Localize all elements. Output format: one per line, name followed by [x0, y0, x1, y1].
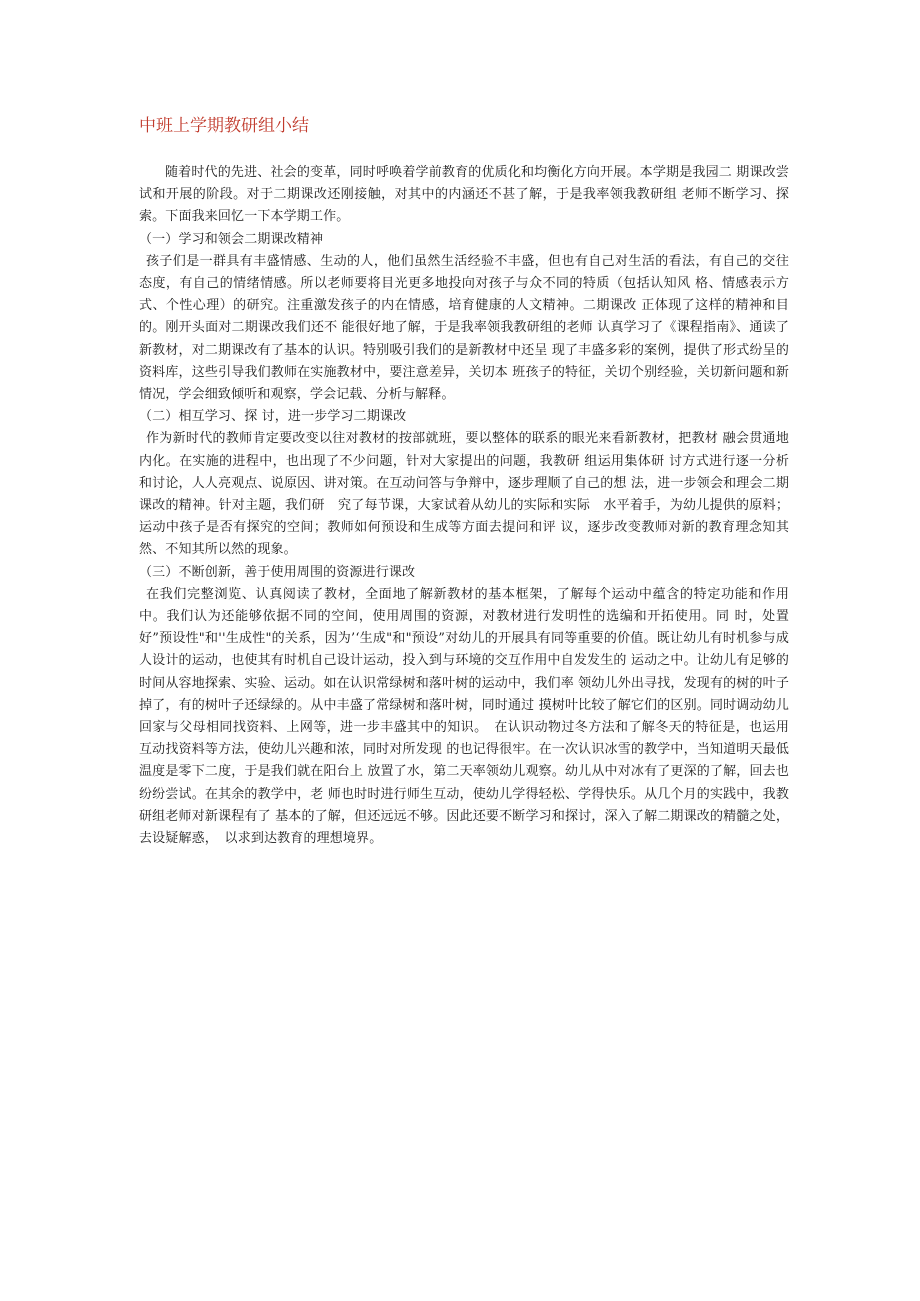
section-paragraph-1: 孩子们是一群具有丰盛情感、生动的人，他们虽然生活经验不丰盛，但也有自己对生活的看法，有自己的交往态度，有自己的情绪情感。所以老师要将目光更多地投向对孩子与众不同的特质（包括认知风 格、情感表示方式、个性心理）的研究。注重激发孩子的内在情感，培育健康的人文精神。二期课改 正体现了这样的精神和目的。刚开头面对二期课改我们还不 能很好地了解，于是我率领我教研组的老师 认真学习了《课程指南》、通读了新教材，对二期课改有了基本的认识。特别吸引我们的是新教材中还呈 现了丰盛多彩的案例，提供了形式纷呈的资料库，这些引导我们教师在实施教材中，要注意差异，关切本 班孩子的特征，关切个别经验，关切新问题和新情况，学会细致倾听和观察，学会记载、分析与解释。: [139, 253, 789, 403]
section-paragraph-3: 在我们完整浏览、认真阅读了教材，全面地了解新教材的基本框架，了解每个运动中蕴含的特定功能和作用中。我们认为还能够依据不同的空间，使用周围的资源，对教材进行发明性的选编和开拓使用。同 时，处置好”预设性"和''生成性"的关系，因为’‘生成"和"预设”对幼儿的开展具有同等重要的价值。既让幼儿有时机参与成人设计的运动，也使其有时机自己设计运动，投入到与环境的交互作用中自发发生的 运动之中。让幼儿有足够的时间从容地探索、实验、运动。如在认识常绿树和落叶树的运动中，我们率 领幼儿外出寻找，发现有的树的叶子掉了，有的树叶子还绿绿的。从中丰盛了常绿树和落叶树，同时通过 摸树叶比较了解它们的区别。同时调动幼儿回家与父母相同找资料、上网等，进一步丰盛其中的知识。 在认识动物过冬方法和了解冬天的特征是，也运用互动找资料等方法，使幼儿兴趣和浓，同时对所发现 的也记得很牢。在一次认识冰雪的教学中，当知道明天最低温度是零下二度，于是我们就在阳台上 放置了水，第二天率领幼儿观察。幼儿从中对冰有了更深的了解，回去也纷纷尝试。在其余的教学中，老 师也时时进行师生互动，使幼儿学得轻松、学得快乐。从几个月的实践中，我教研组老师对新课程有了 基本的了解，但还远远不够。因此还要不断学习和探讨，深入了解二期课改的精髓之处，去设疑解惑， 以求到达教育的理想境界。: [139, 586, 789, 847]
intro-paragraph: 随着时代的先进、社会的变革，同时呼唤着学前教育的优质化和均衡化方向开展。本学期是我园二 期课改尝试和开展的阶段。对于二期课改还刚接触，对其中的内涵还不甚了解，于是我率领我教研组 老师不断学习、探索。下面我来回忆一下本学期工作。: [139, 165, 789, 225]
document-title: 中班上学期教研组小结: [139, 116, 309, 136]
section-heading-1: （一）学习和领会二期课改精神: [139, 231, 324, 247]
section-heading-3: （三）不断创新，善于使用周围的资源进行课改: [139, 564, 416, 580]
document-body: [139, 162, 789, 850]
section-heading-2: （二）相互学习、探 讨，进一步学习二期课改: [139, 409, 407, 425]
section-paragraph-2: 作为新时代的教师肯定要改变以往对教材的按部就班，要以整体的联系的眼光来看新教材，把教材 融会贯通地内化。在实施的进程中，也出现了不少问题，针对大家提出的问题，我教研 组运用集体研 讨方式进行逐一分析和讨论，人人亮观点、说原因、讲对策。在互动问答与争辩中，逐步理顺了自己的想 法，进一步领会和理会二期课改的精神。针对主题，我们研 究了每节课，大家试着从幼儿的实际和实际 水平着手，为幼儿提供的原料；运动中孩子是否有探究的空间；教师如何预设和生成等方面去提问和评 议，逐步改变教师对新的教育理念知其然、不知其所以然的现象。: [139, 431, 789, 558]
